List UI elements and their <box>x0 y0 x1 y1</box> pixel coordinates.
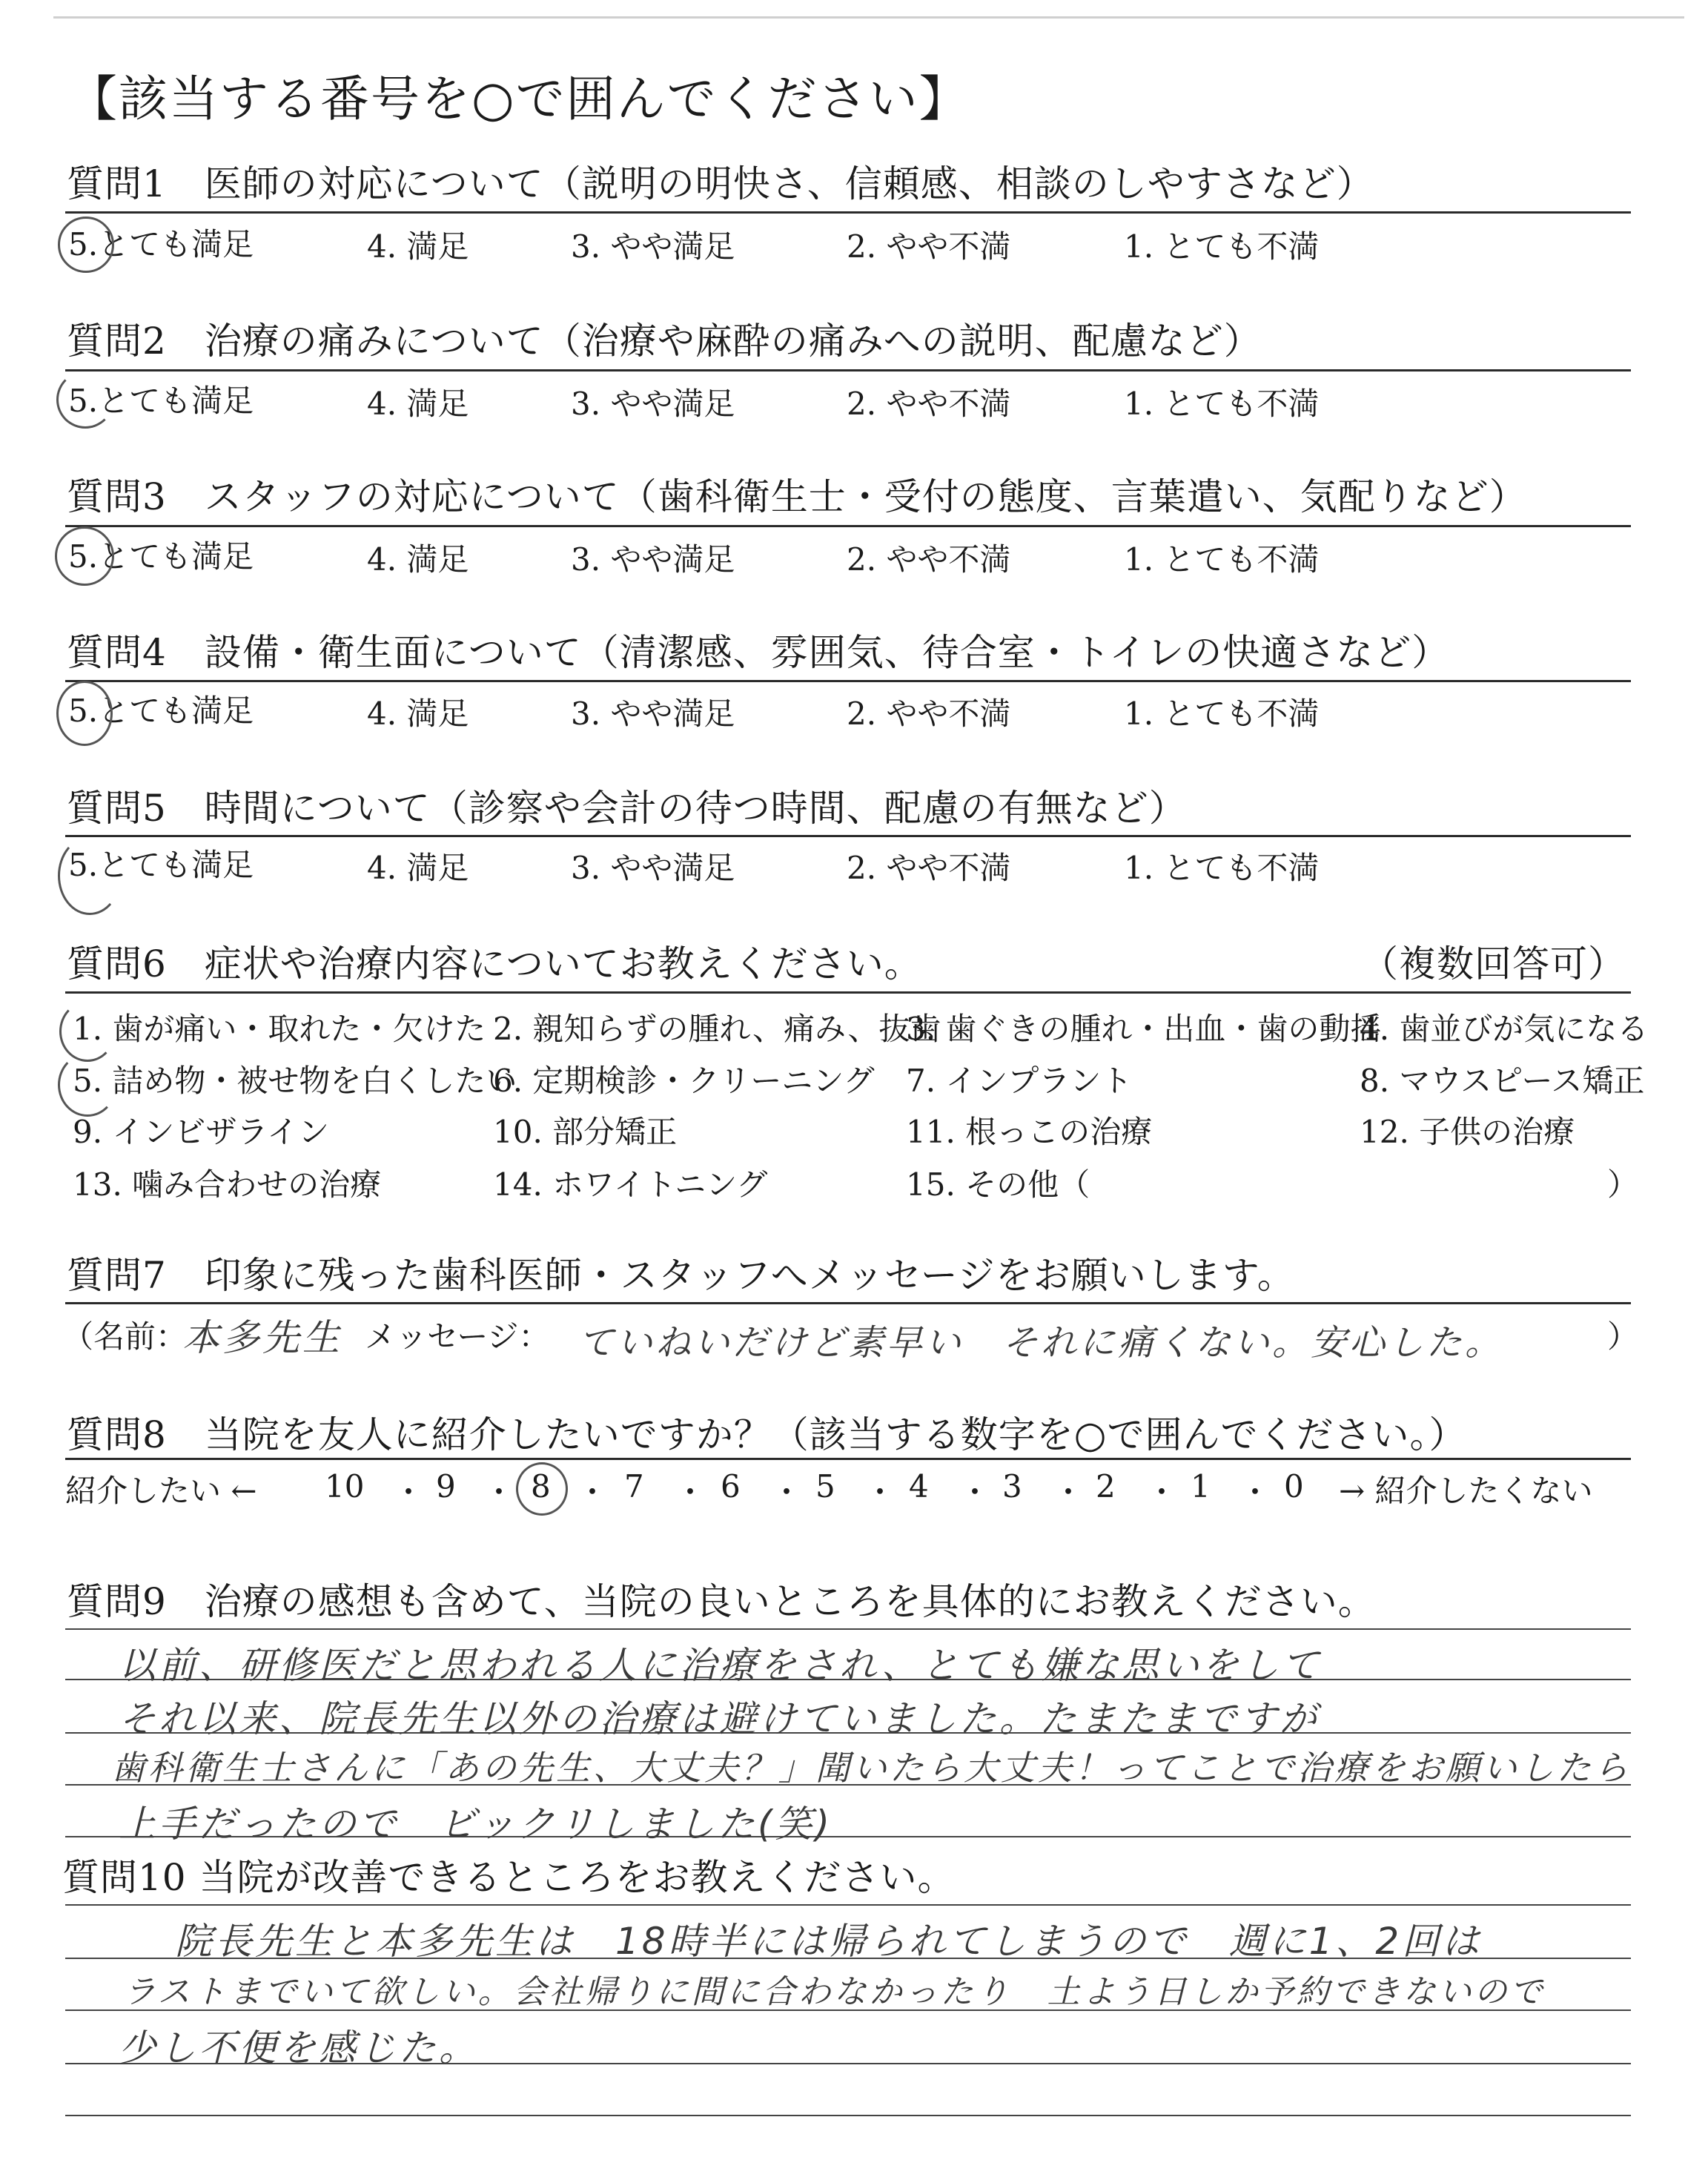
q10-answer-line-3: 少し不便を感じた。 <box>119 2027 479 2070</box>
q1-option-2[interactable]: 2. やや不満 <box>847 228 1011 265</box>
q4-option-5[interactable]: 5.とても満足 <box>68 693 254 729</box>
q1-rule <box>65 211 1631 214</box>
q9-title: 質問9 治療の感想も含めて、当院の良いところを具体的にお教えください。 <box>67 1580 1376 1623</box>
q7-close-paren: ） <box>1607 1318 1639 1355</box>
q8-dot: ・ <box>577 1474 609 1510</box>
q8-right-label: → 紹介したくない <box>1339 1473 1593 1509</box>
q9-answer-line-3: 歯科衛生士さんに「あの先生、大丈夫？」聞いたら大丈夫！ってことで治療をお願いしたら <box>111 1748 1631 1788</box>
q8-scale-9[interactable]: 9 <box>436 1468 456 1505</box>
q4-option-3[interactable]: 3. やや満足 <box>571 696 735 732</box>
q6-rule <box>65 991 1631 994</box>
q5-rule <box>65 835 1631 837</box>
q10-answer-line-2: ラストまでいて欲しい。会社帰りに間に合わなかったり 土よう日しか予約できないので <box>123 1973 1546 2011</box>
q3-option-2[interactable]: 2. やや不満 <box>847 541 1011 578</box>
q6-item-9[interactable]: 9. インビザライン <box>73 1114 330 1150</box>
q4-title: 質問4 設備・衛生面について（清潔感、雰囲気、待合室・トイレの快適さなど） <box>67 631 1450 674</box>
q10-rule-0 <box>65 1904 1631 1906</box>
q6-item-10[interactable]: 10. 部分矯正 <box>493 1114 678 1150</box>
q6-item-13[interactable]: 13. 噛み合わせの治療 <box>73 1166 382 1203</box>
q6-item-7[interactable]: 7. インプラント <box>906 1063 1133 1099</box>
q10-rule-4 <box>65 2115 1631 2116</box>
q2-option-3[interactable]: 3. やや満足 <box>571 386 735 422</box>
q8-left-label: 紹介したい ← <box>65 1473 257 1509</box>
q6-item-6[interactable]: 6. 定期検診・クリーニング <box>493 1063 875 1099</box>
q6-item-4[interactable]: 4. 歯並びが気になる <box>1360 1011 1649 1047</box>
q5-option-3[interactable]: 3. やや満足 <box>571 850 735 886</box>
q6-item-2[interactable]: 2. 親知らずの腫れ、痛み、抜歯 <box>493 1011 941 1047</box>
q8-scale-3[interactable]: 3 <box>1002 1468 1022 1505</box>
q5-option-2[interactable]: 2. やや不満 <box>847 850 1011 886</box>
q8-title: 質問8 当院を友人に紹介したいですか？（該当する数字を○で囲んでください。） <box>67 1413 1467 1456</box>
q7-name-label: （名前： <box>62 1318 188 1355</box>
q5-option-5[interactable]: 5.とても満足 <box>68 847 254 883</box>
q5-option-1[interactable]: 1. とても不満 <box>1124 850 1320 886</box>
q5-option-4[interactable]: 4. 満足 <box>367 850 469 886</box>
q6-item-3[interactable]: 3. 歯ぐきの腫れ・出血・歯の動揺 <box>906 1011 1382 1047</box>
q1-option-5[interactable]: 5.とても満足 <box>68 226 254 262</box>
q8-scale-1[interactable]: 1 <box>1191 1468 1211 1505</box>
q8-dot: ・ <box>675 1474 706 1510</box>
q2-rule <box>65 369 1631 371</box>
q5-answer-circle <box>58 836 122 915</box>
page-top-border <box>53 16 1684 19</box>
q3-option-5[interactable]: 5.とても満足 <box>68 538 254 575</box>
q8-dot: ・ <box>1239 1474 1271 1510</box>
q8-scale-2[interactable]: 2 <box>1096 1468 1116 1505</box>
q8-dot: ・ <box>483 1474 515 1510</box>
q7-title: 質問7 印象に残った歯科医師・スタッフへメッセージをお願いします。 <box>67 1254 1295 1297</box>
q8-dot: ・ <box>864 1474 896 1510</box>
q6-item-8[interactable]: 8. マウスピース矯正 <box>1360 1063 1645 1099</box>
q7-message-handwritten[interactable]: ていねいだけど素早い それに痛くない。安心した。 <box>578 1322 1504 1364</box>
q4-option-2[interactable]: 2. やや不満 <box>847 696 1011 732</box>
q8-scale-0[interactable]: 0 <box>1284 1468 1304 1505</box>
q6-item-14[interactable]: 14. ホワイトニング <box>493 1166 768 1203</box>
q9-answer-line-2: それ以来、院長先生以外の治療は避けていました。たまたまですが <box>119 1697 1320 1740</box>
q1-answer-circle <box>58 217 114 273</box>
q8-scale-8[interactable]: 8 <box>531 1468 551 1505</box>
instruction-header: 【該当する番号を○で囲んでください】 <box>68 70 970 128</box>
q8-dot: ・ <box>771 1474 803 1510</box>
q2-option-1[interactable]: 1. とても不満 <box>1124 386 1320 422</box>
q2-option-2[interactable]: 2. やや不満 <box>847 386 1011 422</box>
q8-dot: ・ <box>393 1474 425 1510</box>
q6-item-5-circle <box>58 1053 117 1117</box>
q3-option-4[interactable]: 4. 満足 <box>367 541 469 578</box>
q3-rule <box>65 525 1631 527</box>
q10-title: 質問10 当院が改善できるところをお教えください。 <box>62 1856 956 1899</box>
q9-answer-line-1: 以前、研修医だと思われる人に治療をされ、とても嫌な思いをして <box>119 1644 1322 1687</box>
q1-option-3[interactable]: 3. やや満足 <box>571 228 735 265</box>
q6-multi-answer-note: （複数回答可） <box>1361 942 1626 985</box>
q1-title: 質問1 医師の対応について（説明の明快さ、信頼感、相談のしやすさなど） <box>67 162 1374 205</box>
q6-title: 質問6 症状や治療内容についてお教えください。 <box>67 942 922 985</box>
q8-scale-5[interactable]: 5 <box>815 1468 835 1505</box>
q4-option-1[interactable]: 1. とても不満 <box>1124 696 1320 732</box>
q4-rule <box>65 680 1631 682</box>
q3-title: 質問3 スタッフの対応について（歯科衛生士・受付の態度、言葉遣い、気配りなど） <box>67 475 1527 518</box>
q3-answer-circle <box>55 526 114 586</box>
q7-name-handwritten[interactable]: 本多先生 <box>182 1316 342 1359</box>
q6-item-11[interactable]: 11. 根っこの治療 <box>906 1114 1153 1150</box>
q10-answer-line-1: 院長先生と本多先生は 18時半には帰られてしまうので 週に1、2回は <box>175 1920 1483 1963</box>
q8-scale-6[interactable]: 6 <box>721 1468 741 1505</box>
q2-option-4[interactable]: 4. 満足 <box>367 386 469 422</box>
q1-option-1[interactable]: 1. とても不満 <box>1124 228 1320 265</box>
q6-item-5[interactable]: 5. 詰め物・被せ物を白くしたい <box>73 1063 517 1099</box>
q8-scale-7[interactable]: 7 <box>624 1468 644 1505</box>
q3-option-3[interactable]: 3. やや満足 <box>571 541 735 578</box>
q2-title: 質問2 治療の痛みについて（治療や麻酔の痛みへの説明、配慮など） <box>67 320 1262 363</box>
q5-title: 質問5 時間について（診察や会計の待つ時間、配慮の有無など） <box>67 787 1187 830</box>
q8-scale-10[interactable]: 10 <box>325 1468 365 1505</box>
q2-answer-circle <box>56 371 114 429</box>
q7-message-label: メッセージ： <box>365 1318 550 1355</box>
q6-item-12[interactable]: 12. 子供の治療 <box>1360 1114 1575 1150</box>
q9-rule-0 <box>65 1628 1631 1630</box>
q6-item-1[interactable]: 1. 歯が痛い・取れた・欠けた <box>73 1011 486 1047</box>
q8-selected-circle <box>516 1462 568 1516</box>
q1-option-4[interactable]: 4. 満足 <box>367 228 469 265</box>
q2-option-5[interactable]: 5.とても満足 <box>68 383 254 419</box>
q8-dot: ・ <box>1053 1474 1085 1510</box>
q8-rule <box>65 1458 1631 1460</box>
q4-answer-circle <box>56 681 113 746</box>
q6-item-15-close: ） <box>1607 1166 1639 1203</box>
q8-dot: ・ <box>1146 1474 1178 1510</box>
q8-dot: ・ <box>959 1474 991 1510</box>
q4-option-4[interactable]: 4. 満足 <box>367 696 469 732</box>
q6-item-15[interactable]: 15. その他（ <box>906 1166 1090 1203</box>
q9-answer-line-4: 上手だったので ビックリしました(笑) <box>119 1803 833 1846</box>
q8-scale-4[interactable]: 4 <box>909 1468 929 1505</box>
q7-rule <box>65 1302 1631 1304</box>
q3-option-1[interactable]: 1. とても不満 <box>1124 541 1320 578</box>
